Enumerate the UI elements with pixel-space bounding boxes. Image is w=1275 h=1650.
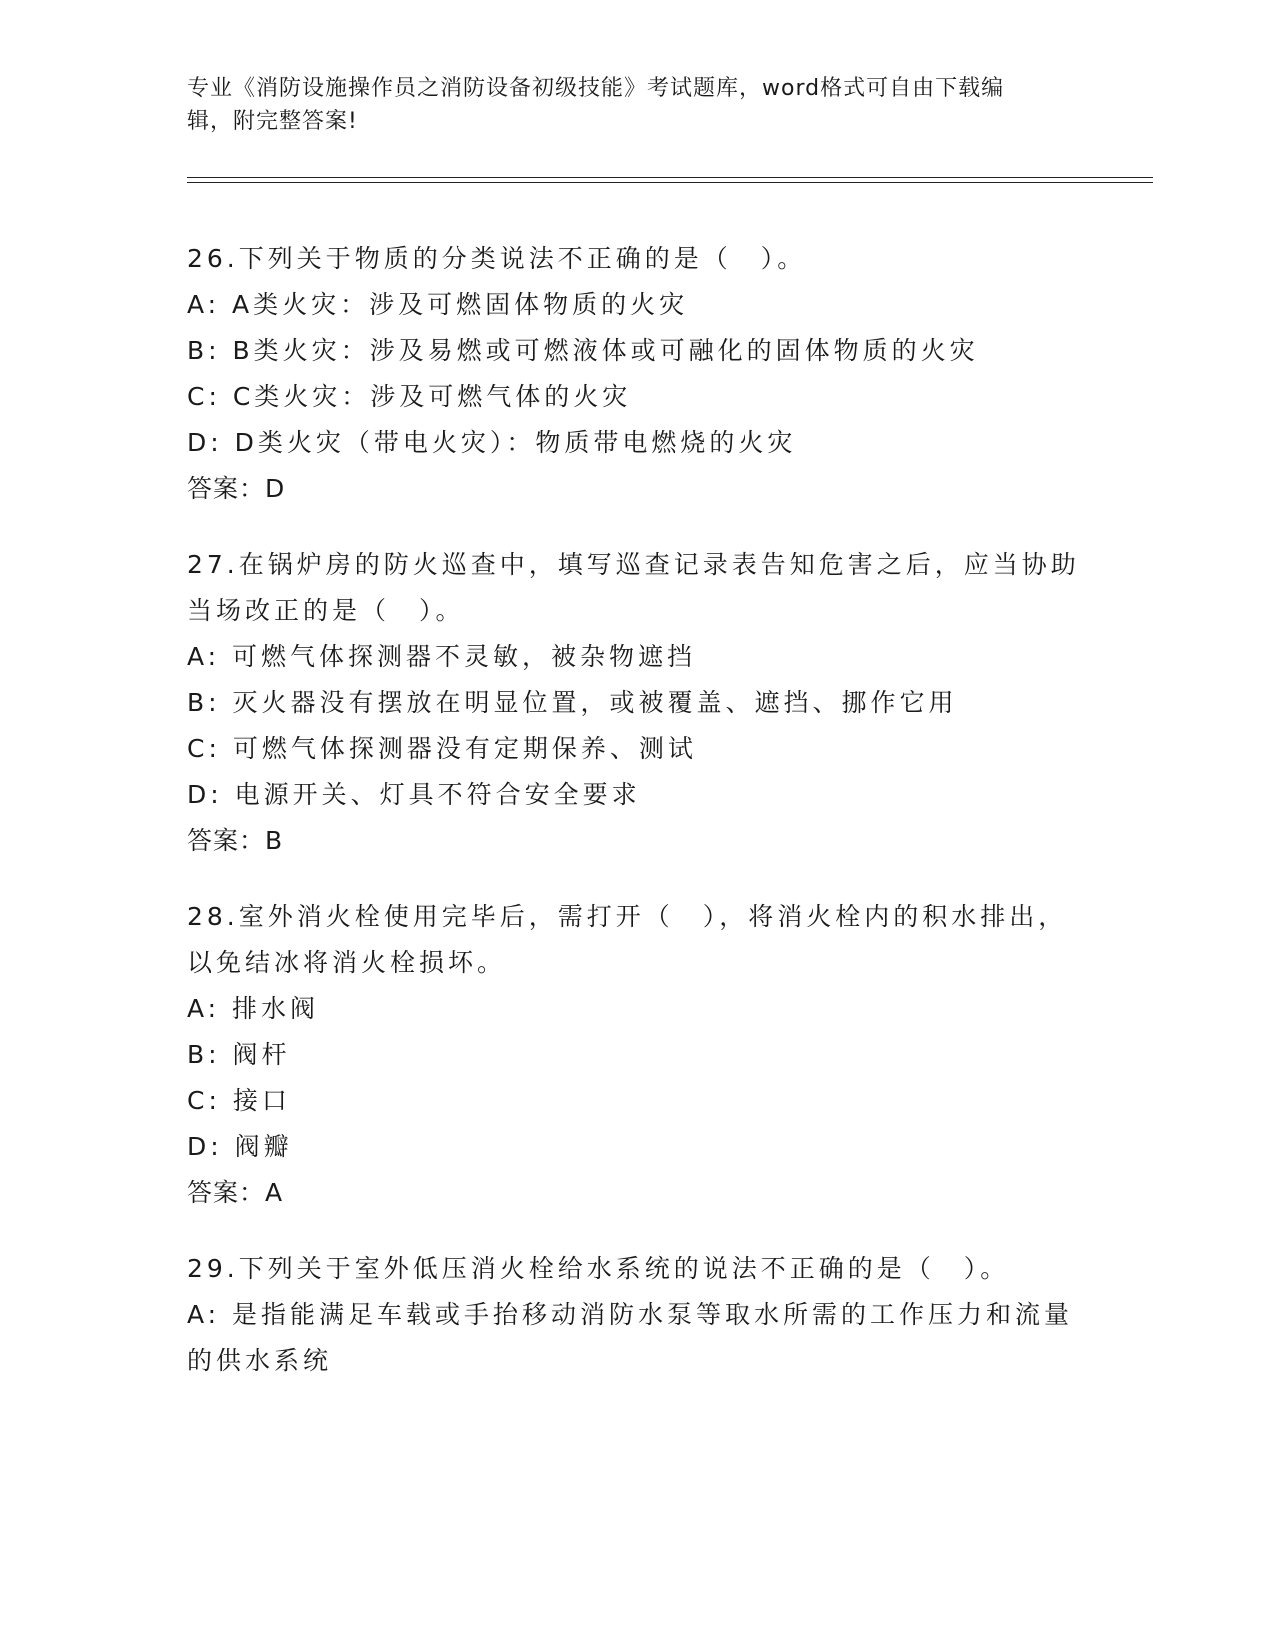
- option-a-continued: 的供水系统: [187, 1346, 333, 1375]
- option-b: B: 阀杆: [187, 1040, 291, 1069]
- header-line-2: 辑，附完整答案!: [187, 109, 358, 134]
- question-stem-continued: 当场改正的是（ ）。: [187, 596, 465, 625]
- option-b: B: B类火灾：涉及易燃或可燃液体或可融化的固体物质的火灾: [187, 336, 979, 365]
- question-stem: 29.下列关于室外低压消火栓给水系统的说法不正确的是（ ）。: [187, 1254, 1010, 1283]
- question-stem: 28.室外消火栓使用完毕后，需打开（ ），将消火栓内的积水排出，: [187, 902, 1068, 931]
- document-header: [187, 72, 1087, 138]
- question-stem: 27.在锅炉房的防火巡查中，填写巡查记录表告知危害之后，应当协助: [187, 550, 1080, 579]
- header-divider: [187, 177, 1153, 183]
- option-c: C: 可燃气体探测器没有定期保养、测试: [187, 734, 697, 763]
- option-a: A: 是指能满足车载或手抬移动消防水泵等取水所需的工作压力和流量: [187, 1300, 1074, 1329]
- option-d: D: D类火灾（带电火灾）：物质带电燃烧的火灾: [187, 428, 797, 457]
- option-a: A: 排水阀: [187, 994, 320, 1023]
- answer: 答案：D: [187, 474, 286, 503]
- question-stem: 26.下列关于物质的分类说法不正确的是（ ）。: [187, 244, 807, 273]
- answer: 答案：B: [187, 826, 284, 855]
- option-a: A: A类火灾：涉及可燃固体物质的火灾: [187, 290, 689, 319]
- option-c: C: C类火灾：涉及可燃气体的火灾: [187, 382, 632, 411]
- question-list: [187, 236, 1087, 1414]
- question-26: [187, 236, 1087, 512]
- question-27: [187, 542, 1087, 864]
- option-a: A: 可燃气体探测器不灵敏，被杂物遮挡: [187, 642, 697, 671]
- header-line-1: 专业《消防设施操作员之消防设备初级技能》考试题库，word格式可自由下载编: [187, 76, 1005, 101]
- option-b: B: 灭火器没有摆放在明显位置，或被覆盖、遮挡、挪作它用: [187, 688, 958, 717]
- question-28: [187, 894, 1087, 1216]
- option-c: C: 接口: [187, 1086, 291, 1115]
- question-29: [187, 1246, 1087, 1384]
- answer: 答案：A: [187, 1178, 284, 1207]
- question-stem-continued: 以免结冰将消火栓损坏。: [187, 948, 507, 977]
- option-d: D: 电源开关、灯具不符合安全要求: [187, 780, 641, 809]
- option-d: D: 阀瓣: [187, 1132, 293, 1161]
